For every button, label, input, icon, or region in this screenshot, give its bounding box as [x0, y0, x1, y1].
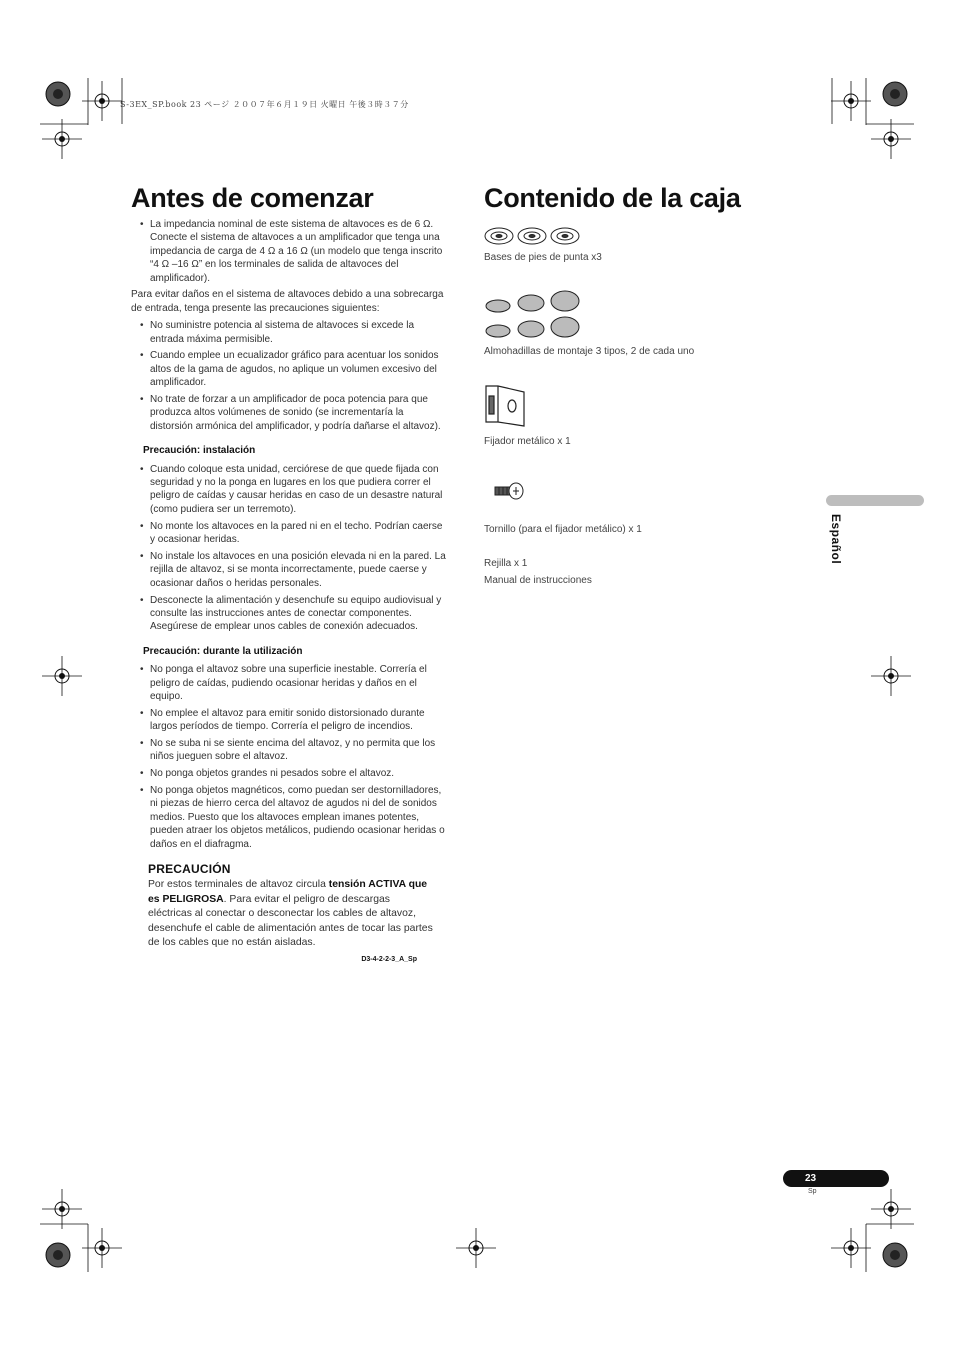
overload-paragraph: Para evitar daños en el sistema de altavoces debido a una sobrecarga de entrada, tenga presente las precauciones siguientes:: [131, 289, 444, 314]
corner-star-top-right: [883, 82, 907, 106]
caution-text-part: . Para evitar el peligro de descargas eléctricas al conectar o desconectar los cables de altavoz, desenchufe el cable de alimentación antes de tocar las partes de los cables que no están aisladas.: [148, 893, 433, 948]
item-caption: Rejilla x 1: [484, 558, 528, 569]
list-item: • Cuando emplee un ecualizador gráfico para acentuar los sonidos altos de la gama de agudos, no aplique un volumen excesivo del amplificador.: [131, 349, 447, 389]
caution-bold-text: tensión ACTIVA que es PELIGROSA: [148, 879, 428, 905]
list-item: • No suministre potencia al sistema de altavoces si excede la entrada máxima permisible.: [131, 319, 447, 346]
list-item: • Desconecte la alimentación y desenchufe su equipo audiovisual y consulte las instrucciones antes de conectar componentes. Asegúrese de emplear unos cables de conexión adecuados.: [131, 594, 447, 634]
use-heading: Precaución: durante la utilización: [143, 645, 303, 657]
list-item: • No ponga objetos grandes ni pesados sobre el altavoz.: [131, 767, 447, 780]
caution-box: [148, 863, 433, 967]
print-header-line: S-3EX_SP.book 23 ページ ２００７年６月１９日 火曜日 午後３時３７分: [120, 100, 409, 109]
language-tab-bar: [826, 495, 924, 506]
list-item: • No ponga objetos magnéticos, como puedan ser destornilladores, ni piezas de hierro cerca del altavoz de agudos ni del de sonidos medios. Puesto que los altavoces emplean imanes potentes, pueden atraer los objetos metálicos, pudiendo ocasionar heridas o daños en el diafragma.: [131, 784, 447, 851]
item-caption: Manual de instrucciones: [484, 575, 592, 586]
page-number: 23: [805, 1173, 817, 1184]
item-caption: Bases de pies de punta x3: [484, 252, 602, 263]
page-language-code: Sp: [808, 1188, 817, 1195]
use-list: [131, 663, 447, 851]
document-code: D3-4-2-2-3_A_Sp: [361, 956, 417, 964]
caution-text: [148, 878, 433, 950]
install-heading: Precaución: instalación: [143, 445, 256, 457]
list-item: • No trate de forzar a un amplificador de poca potencia para que produzca altos volúmenes de sonido (se incrementaría la distorsión armónica del amplificador, y podría dañarse el altavoz).: [131, 393, 447, 433]
section-title-box-contents: Contenido de la caja: [484, 183, 741, 213]
corner-star-top-left: [46, 82, 70, 106]
mounting-pad-icon: [484, 289, 584, 341]
corner-star-bottom-left: [46, 1243, 70, 1267]
item-caption: Fijador metálico x 1: [484, 436, 571, 447]
caution-title: PRECAUCIÓN: [148, 861, 231, 876]
list-item: • No monte los altavoces en la pared ni en el techo. Podrían caerse y ocasionar heridas.: [131, 520, 447, 547]
item-caption: Tornillo (para el fijador metálico) x 1: [484, 524, 642, 535]
language-tab-label: Español: [829, 514, 843, 565]
corner-star-bottom-right: [883, 1243, 907, 1267]
caution-text-part: Por estos terminales de altavoz circula: [148, 879, 329, 891]
install-list: [131, 463, 447, 634]
section-title-before-start: Antes de comenzar: [131, 183, 374, 213]
screw-icon: [494, 482, 526, 500]
left-column: [131, 218, 447, 967]
list-item: • No ponga el altavoz sobre una superficie inestable. Correría el peligro de caídas, pudiendo ocasionar heridas y daños en el equipo.: [131, 663, 447, 703]
spike-base-icon: [484, 224, 584, 248]
metal-bracket-icon: [484, 382, 528, 430]
overload-list: [131, 319, 447, 433]
list-item: • La impedancia nominal de este sistema de altavoces es de 6 Ω. Conecte el sistema de altavoces a un amplificador que tenga una impedancia de carga de 4 Ω a 16 Ω (un modelo que tenga inscrito “4 Ω –16 Ω” en los terminales de salida de altavoces del amplificador).: [131, 218, 447, 285]
list-item: • No emplee el altavoz para emitir sonido distorsionado durante largos períodos de tiempo. Correría el peligro de incendios.: [131, 707, 447, 734]
item-caption: Almohadillas de montaje 3 tipos, 2 de cada uno: [484, 346, 695, 357]
list-item: • No se suba ni se siente encima del altavoz, y no permita que los niños jueguen sobre el altavoz.: [131, 737, 447, 764]
list-item: • No instale los altavoces en una posición elevada ni en la pared. La rejilla de altavoz, si se monta incorrectamente, puede caerse y ocasionar daños o heridas personales.: [131, 550, 447, 590]
page-number-pill: [783, 1170, 889, 1187]
list-item: • Cuando coloque esta unidad, cerciórese de que quede fijada con seguridad y no la ponga en lugares en los que pudiera correr el peligro de caídas y causar heridas en caso de un desastre natural (como pudiera ser un terremoto).: [131, 463, 447, 517]
impedance-list: [131, 218, 447, 285]
